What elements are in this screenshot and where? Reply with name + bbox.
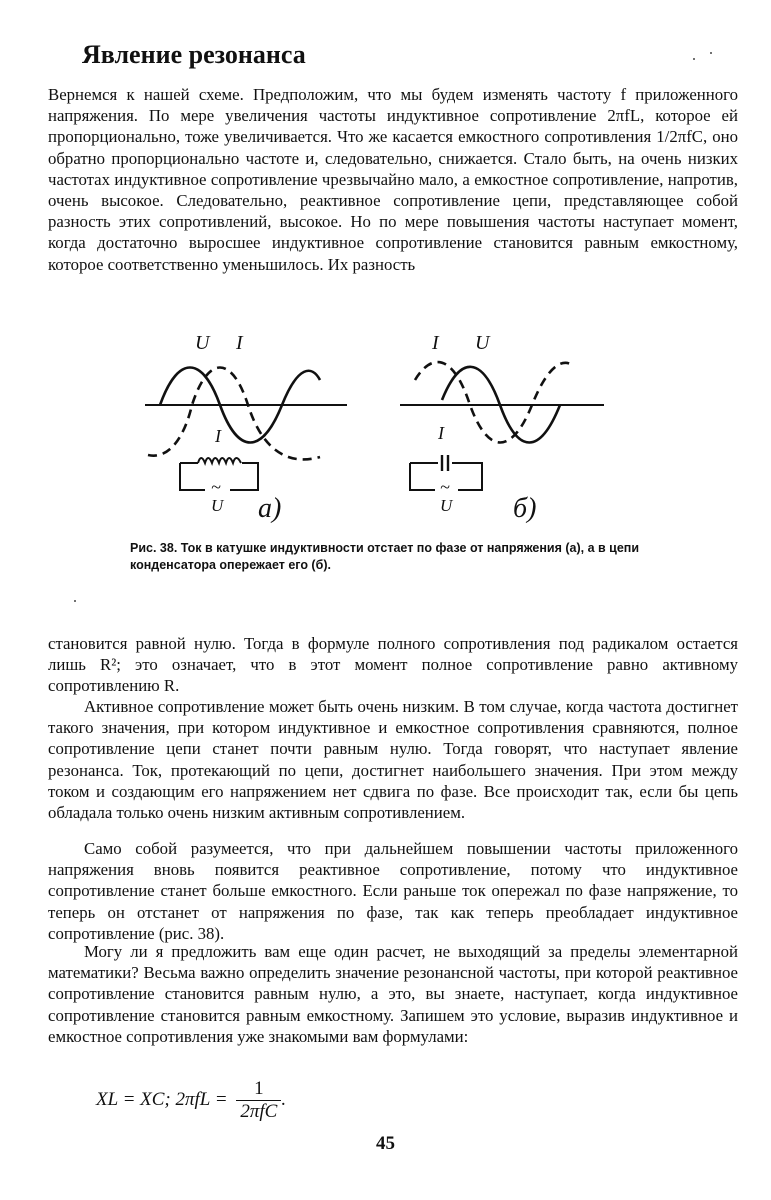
circuit-i-a: I bbox=[215, 426, 221, 446]
figure-b-labels bbox=[431, 332, 536, 524]
figure-a bbox=[145, 368, 347, 491]
figure-a-labels bbox=[195, 332, 281, 524]
figure-b bbox=[400, 362, 604, 490]
scan-speck bbox=[74, 600, 76, 602]
paragraph-2: становится равной нулю. Тогда в формуле полного сопротивления под радикалом остается лишь R²; это означает, что в этот момент полное сопротивление равно активному сопротивлению R. bbox=[48, 634, 738, 696]
label-u-b: U bbox=[475, 332, 490, 354]
tag-a: а) bbox=[258, 493, 282, 524]
paragraph-5: Могу ли я предложить вам еще один расчет, не выходящий за пределы элементарной математики? Весьма важно определить значение резонансной частоты, при которой реактивное сопротивление становится равным нулю, а это, вы знаете, наступает, когда индуктивное сопротивление становится равным емкостному. Запишем это условие, выразив индуктивное и емкостное сопротивления уже знакомыми вам формулами: bbox=[48, 942, 738, 1046]
circuit-u-b: U bbox=[440, 496, 453, 515]
circuit-u-a: U bbox=[211, 496, 224, 515]
formula-numerator: 1 bbox=[236, 1078, 281, 1101]
tag-b: б) bbox=[513, 493, 537, 524]
paragraph-1: Вернемся к нашей схеме. Предположим, что мы будем изменять частоту f приложенного напряжения. По мере увеличения частоты индуктивное сопротивление 2πfL, которое ей пропорционально, тоже увеличивается. Что же касается емкостного сопротивления 1/2πfC, оно обратно пропорционально частоте и, следовательно, снижается. Стало быть, на очень низких частотах индуктивное сопротивление чрезвычайно мало, а емкостное сопротивление, напротив, очень высокое. Следовательно, реактивное сопротивление цепи, представляющее собой разность этих сопротивлений, высокое. Но по мере повышения частоты наступает момент, когда достаточно выросшее индуктивное сопротивление становится равным емкостному, которое соответственно уменьшилось. Их разность bbox=[48, 85, 738, 274]
circuit-tilde-a: ~ bbox=[211, 477, 221, 497]
page-number: 45 bbox=[376, 1133, 395, 1154]
formula-fraction bbox=[236, 1078, 281, 1123]
scan-speck bbox=[710, 52, 712, 54]
paragraph-4: Само собой разумеется, что при дальнейшем повышении частоты приложенного напряжения вновь появится реактивное сопротивление, потому что индуктивное сопротивление станет больше емкостного. Если раньше ток опережал по фазе напряжение, то теперь он отстанет от напряжения по фазе, так как теперь преобладает индуктивное сопротивление (рис. 38). bbox=[48, 839, 738, 943]
formula-lhs: XL = XC; 2πfL = bbox=[96, 1088, 228, 1110]
circuit-i-b: I bbox=[438, 423, 444, 443]
resonance-formula bbox=[96, 1078, 286, 1123]
scan-speck bbox=[693, 58, 695, 60]
section-heading: Явление резонанса bbox=[82, 40, 306, 69]
label-i-b: I bbox=[432, 332, 439, 354]
capacitor-plates bbox=[442, 455, 448, 471]
formula-denominator: 2πfC bbox=[240, 1101, 278, 1122]
figure-caption: Рис. 38. Ток в катушке индуктивности отстает по фазе от напряжения (а), а в цепи конденсатора опережает его (б). bbox=[130, 541, 640, 572]
paragraph-3: Активное сопротивление может быть очень низким. В том случае, когда частота достигнет такого значения, при котором индуктивное и емкостное сопротивления сравняются, полное сопротивление цепи станет почти равным нулю. Тогда говорят, что наступает явление резонанса. Ток, протекающий по цепи, достигнет наибольшего значения. При этом между током и создающим его напряжением нет сдвига по фазе. Все происходит так, если бы цепь обладала только очень низким активным сопротивлением. bbox=[48, 697, 738, 823]
circuit-tilde-b: ~ bbox=[440, 477, 450, 497]
inductor-coil bbox=[198, 458, 241, 463]
label-i-a: I bbox=[236, 332, 243, 354]
label-u-a: U bbox=[195, 332, 210, 354]
figure-38 bbox=[140, 325, 640, 530]
formula-end: . bbox=[281, 1088, 287, 1110]
